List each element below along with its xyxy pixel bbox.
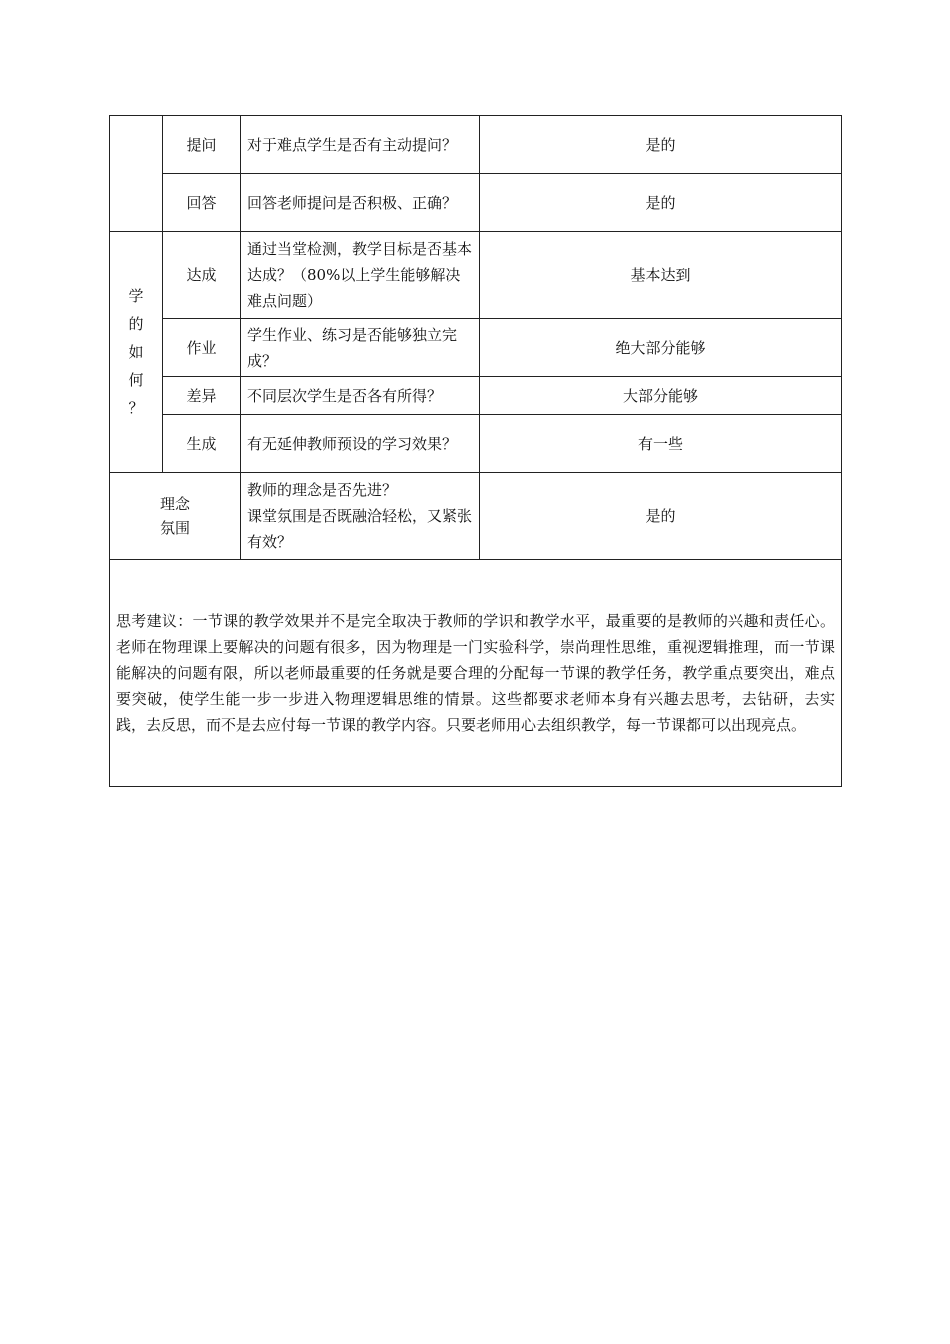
group-label-atmosphere: 理念 氛围 [110,473,241,560]
table-row [110,319,842,377]
group-label-learning: 学 的 如 何 ？ [110,232,163,473]
table-row [110,377,842,415]
answer-cell: 基本达到 [480,232,842,319]
table-row [110,174,842,232]
table-row [110,415,842,473]
question-cell: 不同层次学生是否各有所得？ [241,377,480,415]
table-row [110,232,842,319]
answer-cell: 有一些 [480,415,842,473]
question-cell: 对于难点学生是否有主动提问？ [241,116,480,174]
evaluation-table [109,115,842,787]
question-cell: 教师的理念是否先进？ 课堂氛围是否既融洽轻松，又紧张有效？ [241,473,480,560]
table-row [110,116,842,174]
question-cell: 有无延伸教师预设的学习效果？ [241,415,480,473]
sub-item-label: 提问 [163,116,241,174]
answer-cell: 是的 [480,473,842,560]
answer-cell: 是的 [480,174,842,232]
sub-item-label: 达成 [163,232,241,319]
table-row [110,473,842,560]
table-row [110,560,842,787]
sub-item-label: 生成 [163,415,241,473]
sub-item-label: 差异 [163,377,241,415]
answer-cell: 是的 [480,116,842,174]
question-cell: 回答老师提问是否积极、正确？ [241,174,480,232]
sub-item-label: 作业 [163,319,241,377]
group-cell-empty [110,116,163,232]
answer-cell: 绝大部分能够 [480,319,842,377]
reflection-text: 思考建议：一节课的教学效果并不是完全取决于教师的学识和教学水平，最重要的是教师的兴趣和责任心。老师在物理课上要解决的问题有很多，因为物理是一门实验科学，崇尚理性思维，重视逻辑推理，而一节课能解决的问题有限，所以老师最重要的任务就是要合理的分配每一节课的教学任务，教学重点要突出，难点要突破，使学生能一步一步进入物理逻辑思维的情景。这些都要求老师本身有兴趣去思考，去钻研，去实践，去反思，而不是去应付每一节课的教学内容。只要老师用心去组织教学，每一节课都可以出现亮点。 [110,560,842,787]
question-cell: 通过当堂检测，教学目标是否基本达成？（80%以上学生能够解决难点问题） [241,232,480,319]
question-cell: 学生作业、练习是否能够独立完成？ [241,319,480,377]
answer-cell: 大部分能够 [480,377,842,415]
sub-item-label: 回答 [163,174,241,232]
